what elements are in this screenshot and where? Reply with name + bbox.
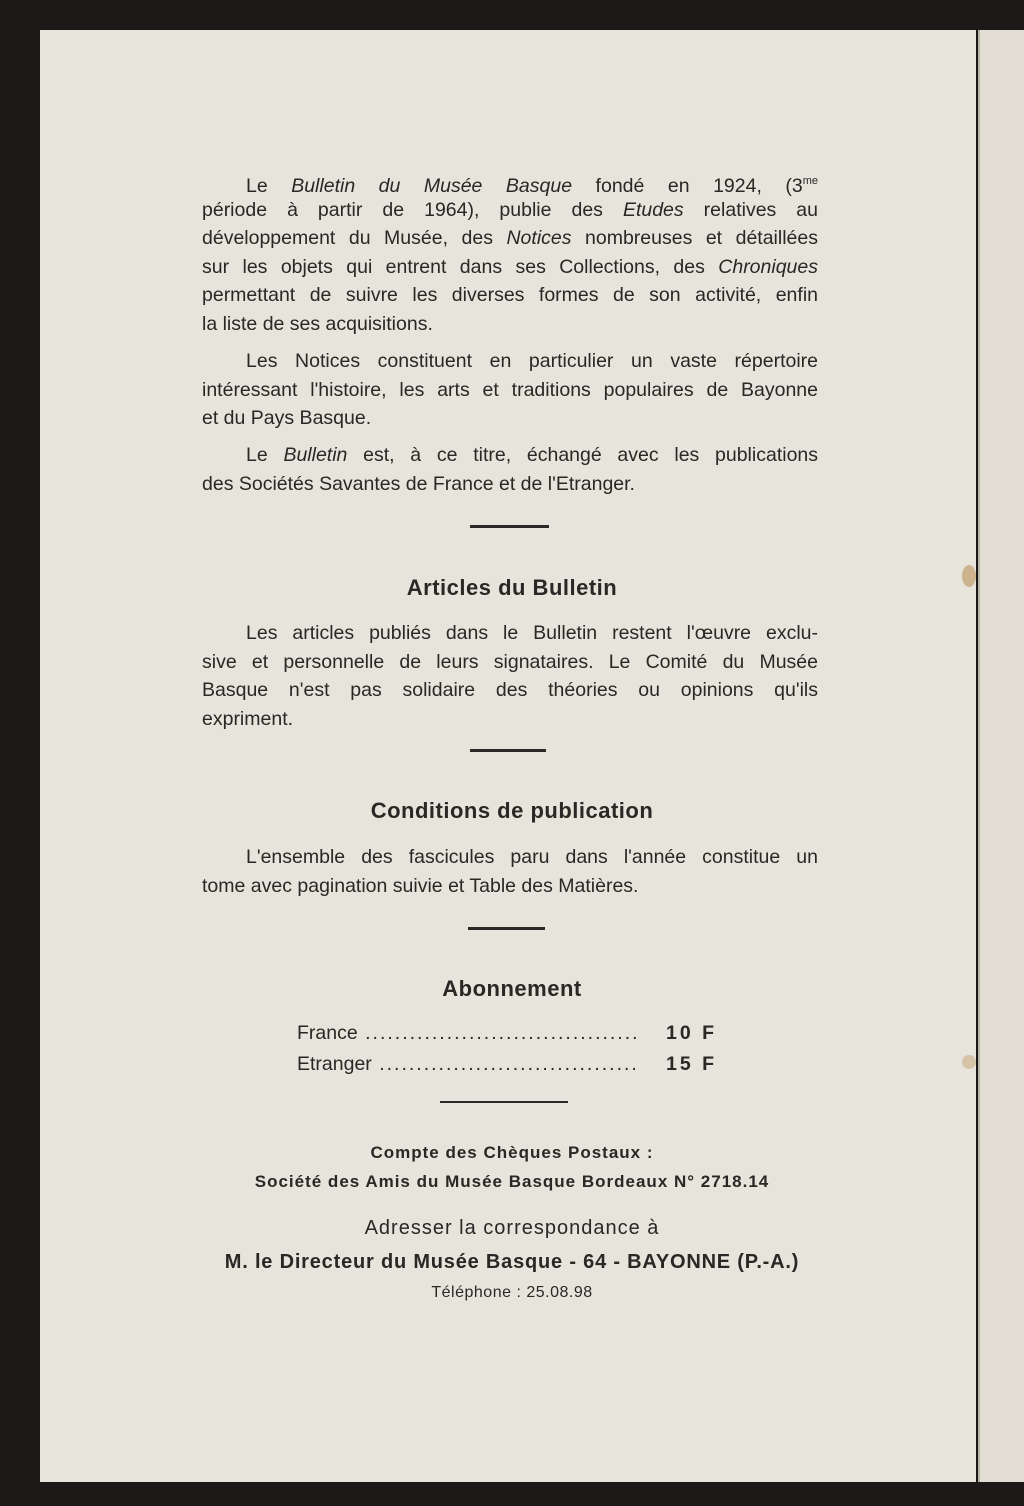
- superscript: me: [802, 175, 818, 187]
- price-row-etranger: [297, 1053, 717, 1076]
- text-line: [202, 676, 818, 705]
- price-row-france: [297, 1022, 717, 1045]
- address-intro: Adresser la correspondance à: [364, 1217, 660, 1239]
- text: permettant de suivre les diverses formes de son activité, enfin: [202, 284, 818, 307]
- price-label: France .....: [297, 1022, 637, 1045]
- abonnement-heading: Abonnement: [442, 976, 582, 1001]
- italic-text: Bulletin: [283, 444, 348, 466]
- text-line: [202, 253, 818, 282]
- intro-paragraph-2: [202, 347, 818, 433]
- text-line: [202, 872, 818, 901]
- text-line: [202, 167, 818, 196]
- text: expriment.: [202, 707, 294, 730]
- price-value: 10 F: [665, 1022, 717, 1044]
- conditions-paragraph: [202, 843, 818, 900]
- text: développement du Musée, des: [202, 227, 507, 250]
- text-line: [202, 470, 818, 499]
- text-line: [202, 619, 818, 648]
- text-line: [202, 441, 818, 470]
- text-line: [202, 648, 818, 677]
- phone: Téléphone : 25.08.98: [431, 1284, 593, 1301]
- italic-text: Chroniques: [718, 255, 818, 278]
- articles-heading: Articles du Bulletin: [406, 575, 618, 600]
- address: M. le Directeur du Musée Basque - 64 - BAYONNE (P.-A.): [224, 1251, 800, 1273]
- text-line: [202, 705, 818, 734]
- text-line: [202, 196, 818, 225]
- text-line: [202, 310, 818, 339]
- intro-paragraph-1: [202, 167, 818, 339]
- text: tome avec pagination suivie et Table des Matières.: [202, 874, 639, 897]
- divider: [468, 927, 545, 930]
- text: Basque n'est pas solidaire des théories ou opinions qu'ils: [202, 679, 818, 702]
- text: Le: [246, 175, 292, 197]
- italic-text: Notices: [506, 227, 572, 250]
- articles-paragraph: [202, 619, 818, 733]
- divider: [440, 1101, 568, 1103]
- text: est, à ce titre, échangé avec les publications: [347, 444, 819, 466]
- italic-text: Etudes: [622, 198, 684, 221]
- text: et du Pays Basque.: [202, 407, 372, 430]
- text: intéressant l'histoire, les arts et traditions populaires de Bayonne: [202, 378, 818, 401]
- text: des Sociétés Savantes de France et de l'Etranger.: [202, 472, 635, 495]
- text: la liste de ses acquisitions.: [202, 312, 433, 335]
- text: Les articles publiés dans le Bulletin restent l'œuvre exclu-: [246, 622, 818, 644]
- price-label: Etranger .....: [297, 1053, 637, 1076]
- text-line: [202, 404, 818, 433]
- divider: [470, 525, 549, 528]
- text: Le: [246, 444, 284, 466]
- ccp-account: Société des Amis du Musée Basque Bordeaux N° 2718.14: [254, 1172, 770, 1191]
- divider: [470, 749, 546, 752]
- italic-text: Bulletin du Musée Basque: [291, 175, 573, 197]
- price-value: 15 F: [665, 1053, 717, 1075]
- text: sive et personnelle de leurs signataires. Le Comité du Musée: [202, 650, 818, 673]
- text: Les Notices constituent en particulier un vaste répertoire: [246, 350, 818, 372]
- intro-paragraph-3: [202, 441, 818, 498]
- text: relatives au: [683, 198, 818, 221]
- conditions-heading: Conditions de publication: [370, 798, 654, 823]
- text-line: [202, 347, 818, 376]
- text: période à partir de 1964), publie des: [202, 198, 623, 221]
- paper-stain: [962, 1055, 976, 1069]
- text-line: [202, 281, 818, 310]
- text-line: [202, 376, 818, 405]
- text: nombreuses et détaillées: [571, 227, 818, 250]
- text-line: [202, 224, 818, 253]
- text: fondé en 1924, (3: [572, 175, 803, 197]
- text-line: [202, 843, 818, 872]
- ccp-title: Compte des Chèques Postaux :: [370, 1143, 654, 1162]
- text: sur les objets qui entrent dans ses Collections, des: [202, 255, 719, 278]
- text: L'ensemble des fascicules paru dans l'année constitue un: [246, 846, 818, 868]
